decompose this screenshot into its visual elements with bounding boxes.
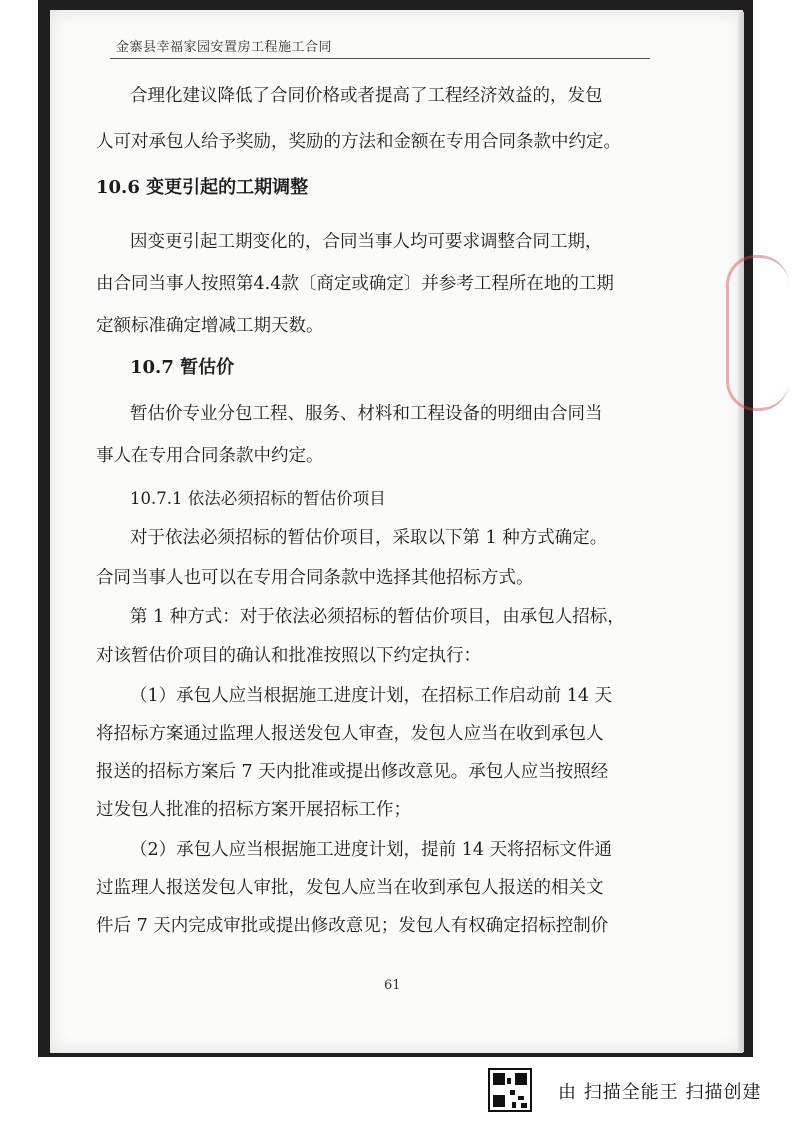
running-header: 金寨县幸福家园安置房工程施工合同 [116, 40, 333, 55]
paragraph-line: 人可对承包人给予奖励，奖励的方法和金额在专用合同条款中约定。 [96, 132, 621, 152]
paragraph-line: （2）承包人应当根据施工进度计划，提前 14 天将招标文件通 [130, 840, 613, 860]
paragraph-line: 合同当事人也可以在专用合同条款中选择其他招标方式。 [96, 568, 534, 588]
scanner-watermark-label: 由 扫描全能王 扫描创建 [558, 1082, 762, 1103]
paragraph-line: 定额标准确定增减工期天数。 [96, 316, 324, 336]
header-rule [110, 58, 650, 59]
paragraph-line: 暂估价专业分包工程、服务、材料和工程设备的明细由合同当 [130, 404, 603, 424]
paragraph-line: 报送的招标方案后 7 天内批准或提出修改意见。承包人应当按照经 [96, 762, 609, 782]
paragraph-line: （1）承包人应当根据施工进度计划，在招标工作启动前 14 天 [130, 686, 613, 706]
red-seal-stamp [726, 255, 789, 411]
page-edge [738, 12, 744, 1052]
paragraph-line: 事人在专用合同条款中约定。 [96, 446, 324, 466]
paragraph-line: 对该暂估价项目的确认和批准按照以下约定执行： [96, 646, 481, 666]
paragraph-line: 过发包人批准的招标方案开展招标工作； [96, 800, 411, 820]
paragraph-line: 第 1 种方式：对于依法必须招标的暂估价项目，由承包人招标， [130, 607, 625, 627]
section-heading-10-6: 10.6 变更引起的工期调整 [96, 177, 309, 198]
paragraph-line: 合理化建议降低了合同价格或者提高了工程经济效益的，发包 [130, 86, 603, 106]
page-number: 61 [384, 978, 401, 993]
paragraph-line: 将招标方案通过监理人报送发包人审查，发包人应当在收到承包人 [96, 724, 604, 744]
section-heading-10-7: 10.7 暂估价 [130, 357, 235, 378]
paragraph-line: 过监理人报送发包人审批，发包人应当在收到承包人报送的相关文 [96, 878, 604, 898]
qr-code-icon [488, 1068, 532, 1112]
scanner-footer [488, 1068, 788, 1116]
paragraph-line: 因变更引起工期变化的，合同当事人均可要求调整合同工期， [130, 232, 603, 252]
subsection-heading-10-7-1: 10.7.1 依法必须招标的暂估价项目 [130, 489, 386, 508]
paragraph-line: 对于依法必须招标的暂估价项目，采取以下第 1 种方式确定。 [130, 528, 608, 548]
paragraph-line: 由合同当事人按照第4.4款〔商定或确定〕并参考工程所在地的工期 [96, 274, 614, 294]
paragraph-line: 件后 7 天内完成审批或提出修改意见；发包人有权确定招标控制价 [96, 916, 609, 936]
